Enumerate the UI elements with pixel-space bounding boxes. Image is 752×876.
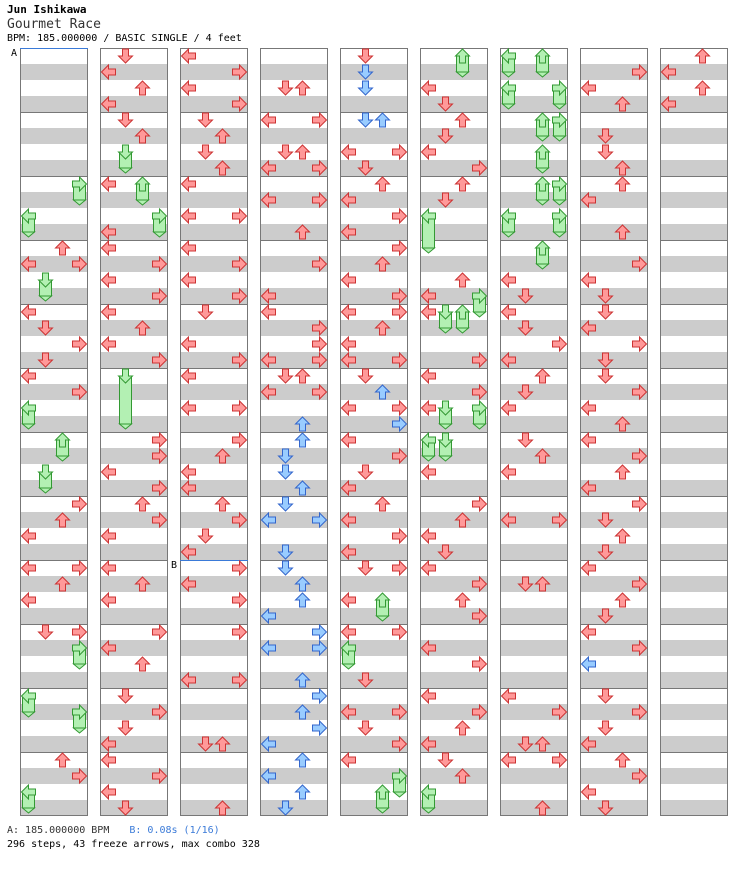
beat-band	[100, 608, 168, 624]
beat-band	[20, 608, 88, 624]
beat-band	[660, 192, 728, 208]
beat-band	[180, 224, 248, 240]
beat-band	[500, 800, 568, 816]
beat-band	[660, 224, 728, 240]
beat-band	[100, 576, 168, 592]
marker-label: A	[11, 48, 18, 59]
beat-band	[420, 544, 488, 560]
beat-band	[660, 128, 728, 144]
beat-band	[100, 672, 168, 688]
beat-band	[580, 160, 648, 176]
beat-band	[580, 96, 648, 112]
beat-band	[100, 416, 168, 432]
beat-band	[100, 320, 168, 336]
beat-band	[500, 288, 568, 304]
beat-band	[260, 64, 328, 80]
beat-band	[340, 800, 408, 816]
beat-band	[660, 640, 728, 656]
beat-band	[420, 192, 488, 208]
beat-band	[500, 768, 568, 784]
beat-band	[580, 608, 648, 624]
chart-column	[340, 48, 408, 816]
beat-band	[580, 544, 648, 560]
beat-band	[180, 320, 248, 336]
beat-band	[100, 384, 168, 400]
beat-band	[340, 128, 408, 144]
beat-band	[100, 192, 168, 208]
beat-band	[660, 800, 728, 816]
beat-band	[340, 320, 408, 336]
beat-band	[260, 448, 328, 464]
beat-band	[20, 64, 88, 80]
beat-band	[660, 608, 728, 624]
beat-band	[260, 704, 328, 720]
beat-band	[580, 128, 648, 144]
beat-band	[260, 416, 328, 432]
beat-band	[180, 768, 248, 784]
song-title: Gourmet Race	[7, 17, 101, 32]
chart-column	[500, 48, 568, 816]
marker-label: B	[171, 560, 178, 571]
chart-column	[260, 48, 328, 816]
beat-band	[660, 512, 728, 528]
beat-band	[500, 576, 568, 592]
beat-band	[500, 256, 568, 272]
beat-band	[580, 672, 648, 688]
beat-band	[180, 640, 248, 656]
beat-band	[20, 576, 88, 592]
beat-band	[20, 320, 88, 336]
beat-band	[500, 640, 568, 656]
beat-band	[660, 416, 728, 432]
beat-band	[500, 160, 568, 176]
beat-band	[260, 480, 328, 496]
beat-band	[20, 672, 88, 688]
beat-band	[180, 800, 248, 816]
beat-band	[20, 544, 88, 560]
legend-stop: B: 0.08s (1/16)	[129, 825, 220, 836]
beat-band	[20, 736, 88, 752]
beat-band	[20, 288, 88, 304]
beat-band	[420, 96, 488, 112]
beat-band	[180, 416, 248, 432]
beat-band	[660, 768, 728, 784]
beat-band	[180, 384, 248, 400]
beat-band	[100, 128, 168, 144]
beat-band	[500, 480, 568, 496]
beat-band	[260, 576, 328, 592]
beat-band	[580, 512, 648, 528]
beat-band	[500, 416, 568, 432]
beat-band	[20, 96, 88, 112]
beat-band	[20, 480, 88, 496]
beat-band	[260, 96, 328, 112]
beat-band	[180, 128, 248, 144]
beat-band	[180, 192, 248, 208]
beat-band	[20, 128, 88, 144]
beat-band	[20, 512, 88, 528]
beat-band	[340, 256, 408, 272]
beat-band	[180, 704, 248, 720]
beat-band	[660, 256, 728, 272]
beat-band	[260, 544, 328, 560]
beat-band	[580, 352, 648, 368]
beat-band	[420, 512, 488, 528]
beat-band	[660, 736, 728, 752]
chart-footer	[7, 824, 260, 852]
beat-band	[100, 544, 168, 560]
beat-band	[260, 800, 328, 816]
artist-name: Jun Ishikawa	[7, 3, 87, 16]
chart-column	[100, 48, 168, 816]
beat-band	[500, 384, 568, 400]
beat-band	[340, 384, 408, 400]
beat-band	[420, 64, 488, 80]
beat-band	[180, 160, 248, 176]
beat-band	[660, 448, 728, 464]
beat-band	[420, 256, 488, 272]
beat-band	[660, 288, 728, 304]
beat-band	[660, 320, 728, 336]
chart-info: BPM: 185.000000 / BASIC SINGLE / 4 feet	[7, 33, 242, 44]
beat-band	[660, 384, 728, 400]
beat-band	[500, 672, 568, 688]
beat-band	[500, 320, 568, 336]
chart-column	[660, 48, 728, 816]
beat-band	[420, 320, 488, 336]
beat-band	[500, 544, 568, 560]
chart-column	[420, 48, 488, 816]
beat-band	[20, 448, 88, 464]
beat-band	[20, 160, 88, 176]
beat-band	[20, 352, 88, 368]
beat-band	[660, 704, 728, 720]
beat-band	[500, 448, 568, 464]
chart-column	[180, 48, 248, 816]
chart-stats: 296 steps, 43 freeze arrows, max combo 328	[7, 839, 260, 850]
beat-band	[500, 608, 568, 624]
beat-band	[580, 416, 648, 432]
beat-band	[260, 224, 328, 240]
beat-band	[660, 576, 728, 592]
beat-band	[340, 64, 408, 80]
legend-bpm: A: 185.000000 BPM	[7, 825, 110, 836]
beat-band	[660, 352, 728, 368]
beat-band	[100, 800, 168, 816]
beat-band	[580, 288, 648, 304]
beat-band	[420, 672, 488, 688]
beat-band	[420, 128, 488, 144]
beat-band	[660, 544, 728, 560]
beat-band	[660, 160, 728, 176]
beat-band	[340, 160, 408, 176]
beat-band	[260, 672, 328, 688]
beat-band	[500, 736, 568, 752]
beat-band	[340, 576, 408, 592]
beat-band	[100, 160, 168, 176]
beat-band	[420, 480, 488, 496]
beat-band	[340, 672, 408, 688]
beat-band	[180, 608, 248, 624]
beat-band	[340, 608, 408, 624]
beat-band	[660, 480, 728, 496]
chart-column	[580, 48, 648, 816]
beat-band	[660, 672, 728, 688]
beat-band	[580, 224, 648, 240]
beat-band	[260, 128, 328, 144]
beat-band	[580, 800, 648, 816]
beat-band	[420, 768, 488, 784]
beat-band	[340, 96, 408, 112]
beat-band	[180, 736, 248, 752]
beat-band	[180, 448, 248, 464]
